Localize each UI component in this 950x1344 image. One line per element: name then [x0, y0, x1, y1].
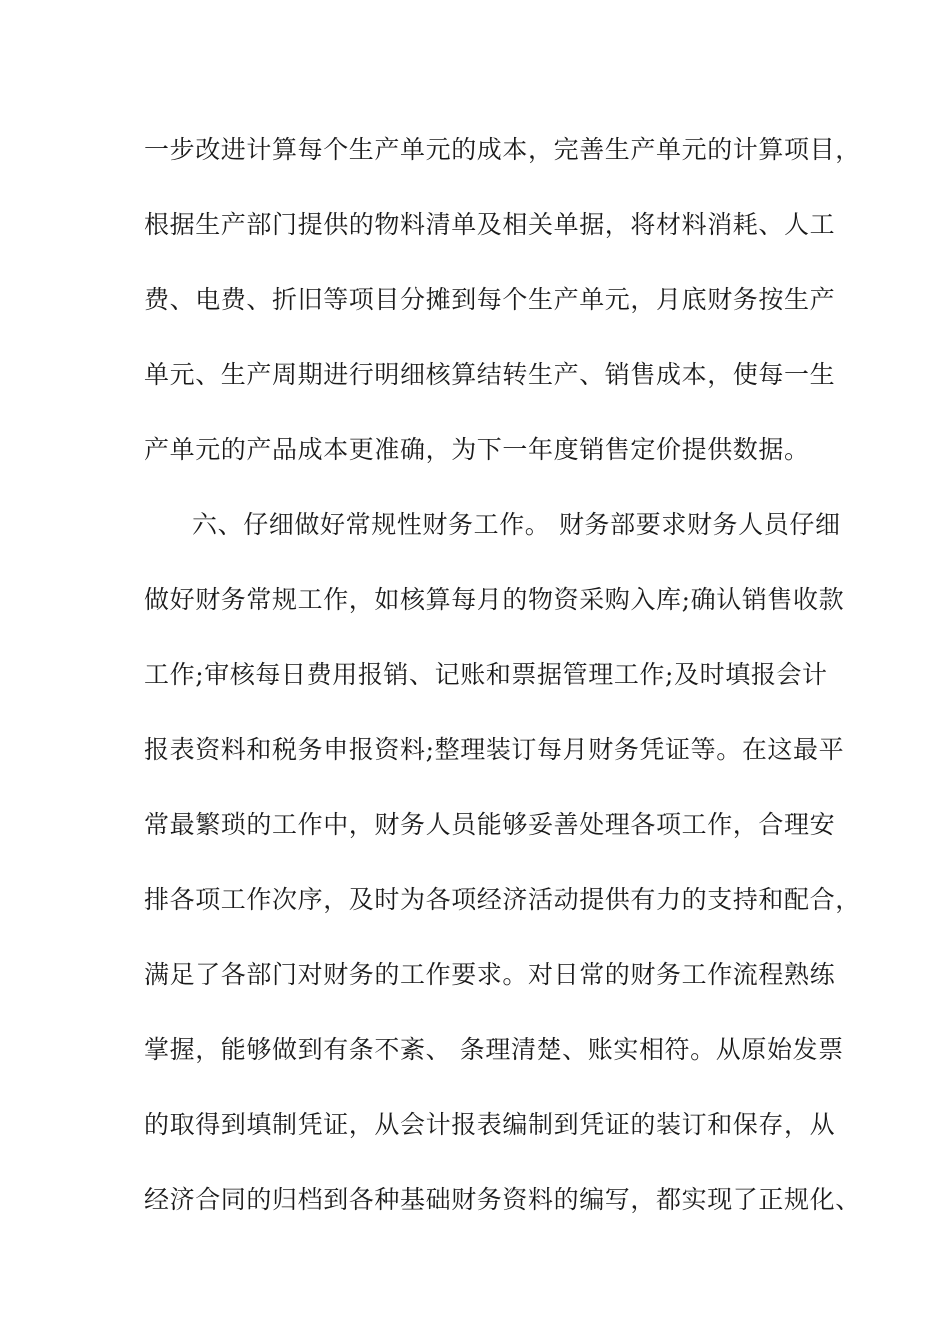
text-line-9: 报表资料和税务申报资料;整理装订每月财务凭证等。在这最平: [144, 735, 845, 764]
text-line-1: 一步改进计算每个生产单元的成本，完善生产单元的计算项目，: [144, 135, 861, 164]
text-line-10: 常最繁琐的工作中，财务人员能够妥善处理各项工作，合理安: [144, 810, 836, 839]
text-line-14: 的取得到填制凭证，从会计报表编制到凭证的装订和保存，从: [144, 1110, 836, 1139]
text-line-8: 工作;审核每日费用报销、记账和票据管理工作;及时填报会计: [144, 660, 828, 689]
text-line-3: 费、电费、折旧等项目分摊到每个生产单元，月底财务按生产: [144, 285, 836, 314]
section-heading-line: 六、仔细做好常规性财务工作。 财务部要求财务人员仔细: [192, 510, 841, 539]
text-line-15: 经济合同的归档到各种基础财务资料的编写，都实现了正规化、: [144, 1185, 861, 1214]
text-line-11: 排各项工作次序，及时为各项经济活动提供有力的支持和配合，: [144, 885, 861, 914]
text-line-12: 满足了各部门对财务的工作要求。对日常的财务工作流程熟练: [144, 960, 836, 989]
text-line-7: 做好财务常规工作，如核算每月的物资采购入库;确认销售收款: [144, 585, 845, 614]
text-line-5: 产单元的产品成本更准确，为下一年度销售定价提供数据。: [144, 435, 810, 464]
text-line-13: 掌握，能够做到有条不紊、 条理清楚、账实相符。从原始发票: [144, 1035, 844, 1064]
text-line-4: 单元、生产周期进行明细核算结转生产、销售成本，使每一生: [144, 360, 836, 389]
text-line-2: 根据生产部门提供的物料清单及相关单据，将材料消耗、人工: [144, 210, 836, 239]
